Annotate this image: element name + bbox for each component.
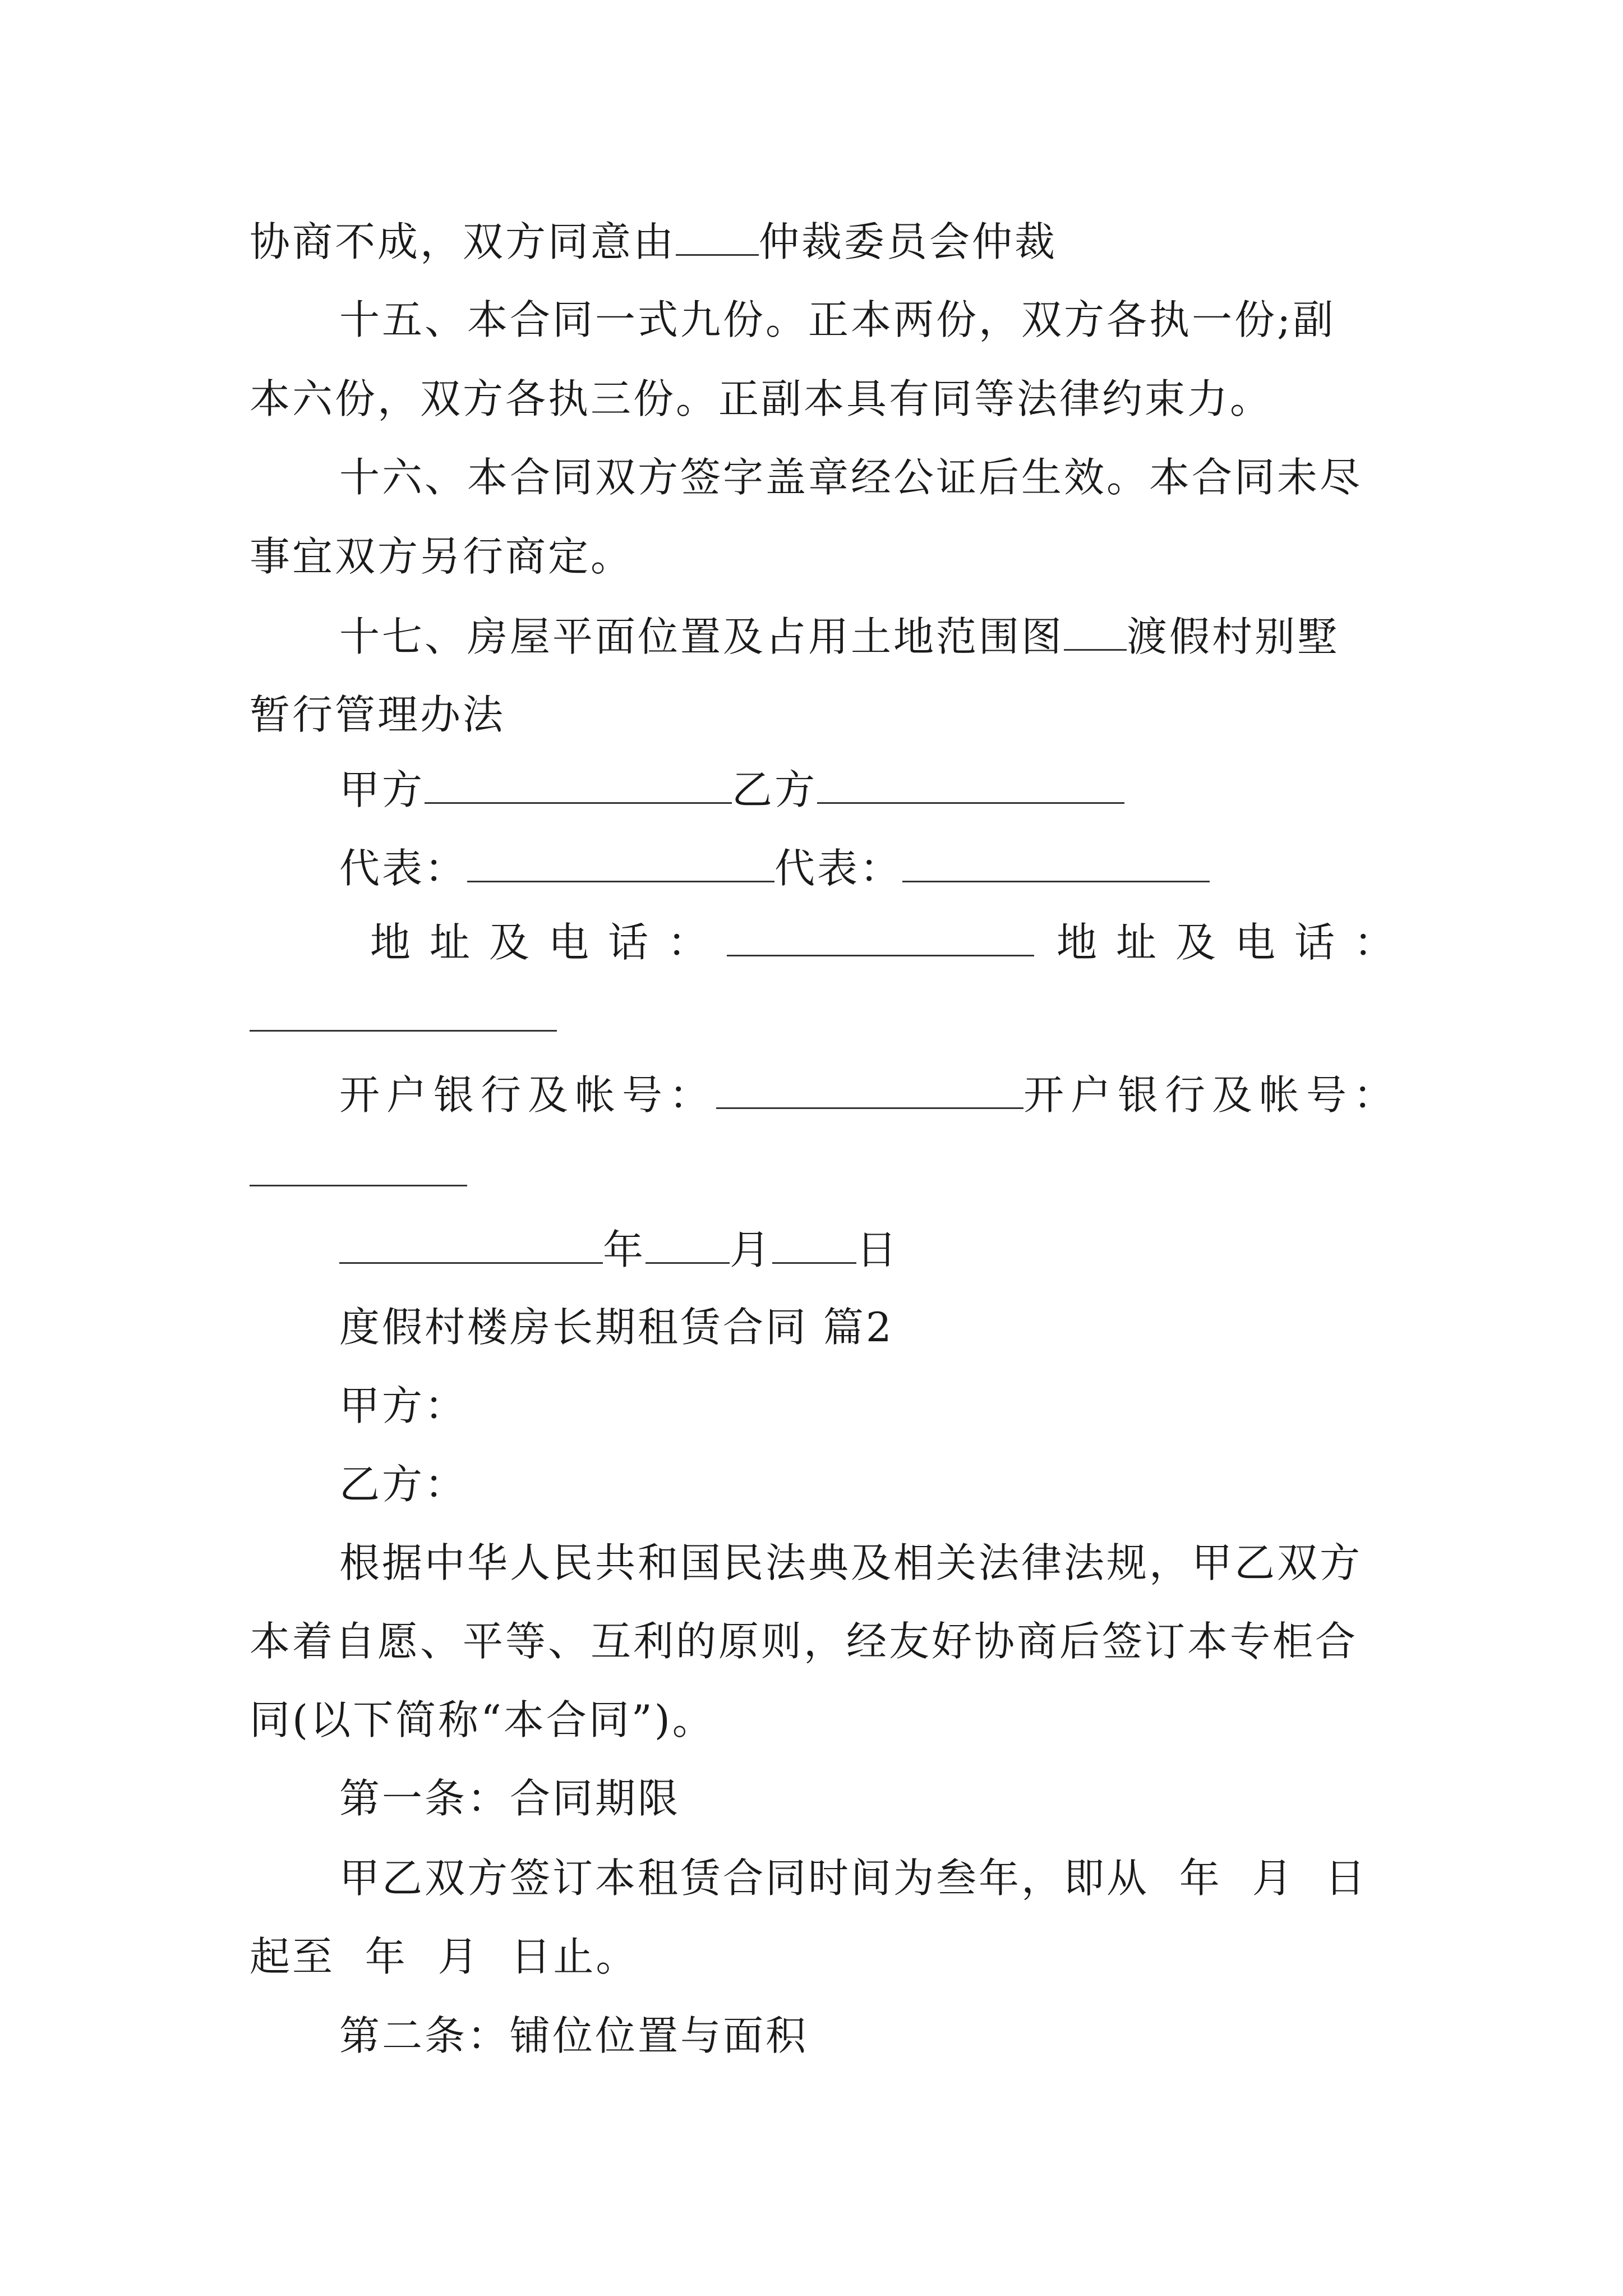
party-a-heading (339, 1382, 468, 1429)
date-line (339, 1226, 900, 1273)
text-segment: 暂行管理办法 (250, 691, 506, 738)
clause-15 (339, 296, 1336, 343)
text-line (250, 533, 634, 580)
text-segment: 事宜双方另行商定。 (250, 533, 634, 580)
text-segment: 仲裁委员会仲裁 (759, 218, 1058, 265)
address-a-label: 地址及电话： (370, 919, 727, 966)
text-line (250, 375, 1273, 422)
text-segment: 同(以下简称“本合同”)。 (250, 1696, 715, 1743)
fill-blank (1064, 615, 1127, 651)
preamble-line (250, 1618, 1358, 1665)
preamble-line (250, 1696, 715, 1743)
signature-bank-line (339, 1071, 1401, 1119)
address-b-blank (250, 1030, 557, 1032)
month-blank (645, 1228, 730, 1264)
contract-title (339, 1304, 894, 1351)
text-segment: 十六、本合同双方签字盖章经公证后生效。本合同未尽 (339, 454, 1363, 501)
term-line (339, 1855, 1368, 1902)
date-blank (339, 1228, 603, 1264)
fill-blank (676, 220, 759, 256)
text-segment: 十五、本合同一式九份。正本两份，双方各执一份;副 (339, 296, 1336, 343)
bank-a-blank (716, 1074, 1023, 1109)
text-line (250, 691, 506, 738)
text-segment: 本六份，双方各执三份。正副本具有同等法律约束力。 (250, 375, 1273, 422)
text-segment: 十七、房屋平面位置及占用土地范围图 (339, 613, 1064, 660)
text-segment: 本着自愿、平等、互利的原则，经友好协商后签订本专柜合 (250, 1618, 1358, 1665)
clause-17 (339, 613, 1340, 660)
year-label: 年 (603, 1226, 646, 1273)
signature-address-line (370, 919, 1414, 966)
bank-b-label: 开户银行及帐号： (1023, 1071, 1401, 1119)
month-label: 月 (730, 1226, 773, 1273)
party-b-blank (817, 769, 1124, 804)
text-segment: 协商不成，双方同意由 (250, 218, 676, 265)
bank-a-label: 开户银行及帐号： (339, 1071, 717, 1119)
party-b-heading (339, 1461, 468, 1508)
day-label: 日 (856, 1226, 900, 1273)
article-1-heading (339, 1775, 681, 1822)
rep-a-blank (467, 847, 774, 882)
address-a-blank (727, 921, 1034, 956)
text-segment: 根据中华人民共和国民法典及相关法律法规，甲乙双方 (339, 1539, 1363, 1586)
address-b-label: 地址及电话： (1057, 919, 1414, 966)
rep-b-blank (902, 847, 1210, 882)
article-2-heading (339, 2012, 809, 2059)
rep-b-label: 代表： (774, 845, 903, 892)
text-segment: 度假村楼房长期租赁合同 篇2 (339, 1304, 894, 1351)
text-segment: 甲乙双方签订本租赁合同时间为叁年，即从 年 月 日 (339, 1855, 1368, 1902)
text-segment: 乙方： (339, 1461, 468, 1508)
party-a-blank (425, 769, 732, 804)
rep-a-label: 代表： (339, 845, 468, 892)
bank-b-blank (250, 1185, 467, 1186)
text-segment: 渡假村别墅 (1127, 613, 1340, 660)
text-segment: 甲方： (339, 1382, 468, 1429)
text-segment: 起至 年 月 日止。 (250, 1933, 639, 1980)
clause-16 (339, 454, 1363, 501)
party-b-label: 乙方 (732, 766, 818, 813)
term-line (250, 1933, 639, 1980)
preamble-line (339, 1539, 1363, 1586)
day-blank (772, 1228, 856, 1264)
signature-party-line (339, 766, 1124, 813)
party-a-label: 甲方 (339, 766, 425, 813)
text-line (250, 218, 1058, 265)
text-segment: 第二条：铺位位置与面积 (339, 2012, 809, 2059)
text-segment: 第一条：合同期限 (339, 1775, 681, 1822)
signature-rep-line (339, 845, 1210, 892)
